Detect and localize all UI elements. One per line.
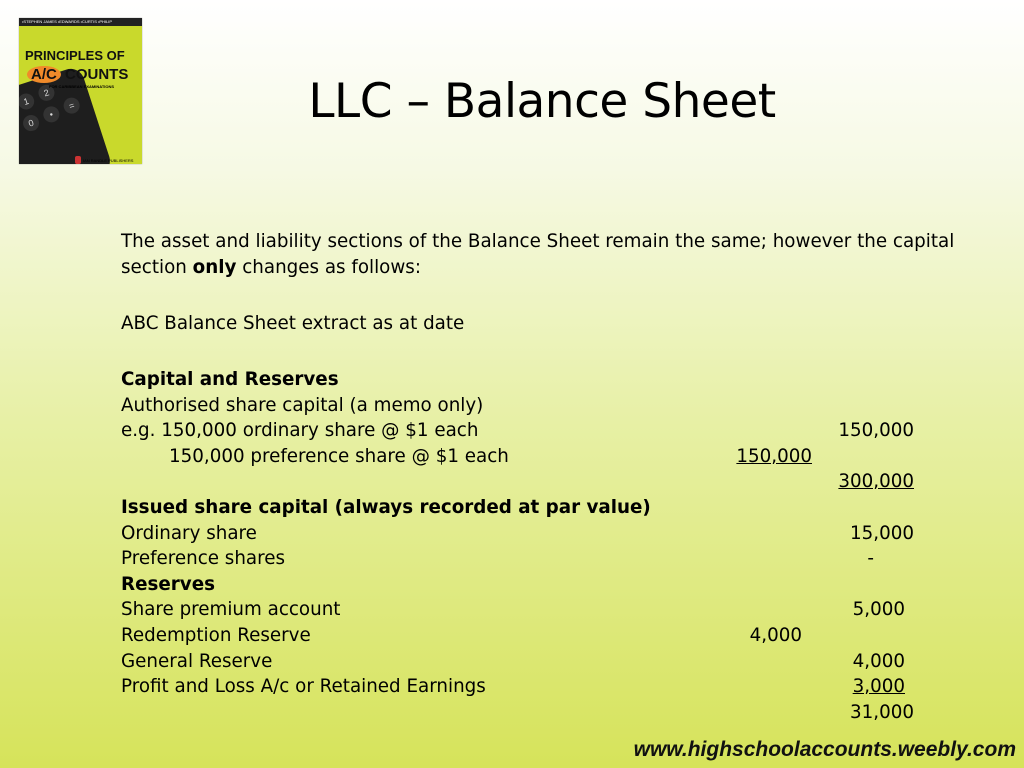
logo-ac-badge: A/C (27, 66, 61, 83)
row-label: Profit and Loss A/c or Retained Earnings (121, 676, 486, 698)
intro-text-2: changes as follows: (236, 256, 421, 278)
extract-heading: ABC Balance Sheet extract as at date (121, 313, 465, 334)
publisher-icon (75, 156, 81, 164)
logo-publisher: IAN RANDLE PUBLISHERS (83, 158, 134, 163)
logo-author-strip: •STEPHEN JAMES •EDWARDS •CURTIS •PHILIP (19, 18, 142, 26)
row-label: Preference shares (121, 548, 286, 570)
row-amount-total: 3,000 (852, 676, 905, 698)
footer-url: www.highschoolaccounts.weebly.com (633, 738, 1016, 761)
logo-title-line1: PRINCIPLES OF (25, 48, 125, 63)
row-amount-total: - (867, 548, 874, 570)
row-label: Reserves (121, 573, 215, 595)
row-label: Authorised share capital (a memo only) (121, 394, 484, 416)
row-amount-total: 31,000 (850, 701, 914, 723)
row-label: Issued share capital (always recorded at par value) (121, 497, 651, 518)
row-amount-total: 15,000 (850, 522, 914, 544)
logo-subtitle: FOR CARIBBEAN EXAMINATIONS (49, 84, 115, 89)
logo-counts: COUNTS (65, 66, 129, 83)
row-label: e.g. 150,000 ordinary share @ $1 each (121, 420, 479, 442)
calc-key: • (41, 104, 61, 124)
row-label: Capital and Reserves (121, 369, 339, 390)
row-label: Share premium account (121, 599, 341, 621)
row-amount-total: 4,000 (852, 650, 905, 672)
row-amount-inner: 4,000 (749, 625, 802, 646)
calc-key: 1 (19, 91, 36, 111)
intro-text-1: The asset and liability sections of the Balance Sheet remain the same; however the capital section (121, 231, 955, 278)
slide-title: LLC – Balance Sheet (308, 74, 776, 129)
row-label: Redemption Reserve (121, 625, 311, 646)
row-label: General Reserve (121, 650, 273, 672)
calc-key: = (62, 96, 82, 116)
calc-key: 0 (21, 113, 41, 133)
row-amount-total: 5,000 (852, 599, 905, 621)
row-label: 150,000 preference share @ $1 each (169, 445, 509, 467)
row-amount-total: 150,000 (838, 420, 914, 442)
row-amount-inner: 150,000 (736, 445, 812, 467)
row-amount-total: 300,000 (838, 471, 914, 493)
intro-bold-only: only (192, 256, 237, 278)
calc-key: 2 (36, 83, 56, 103)
row-label: Ordinary share (121, 522, 257, 544)
intro-paragraph (121, 229, 971, 280)
